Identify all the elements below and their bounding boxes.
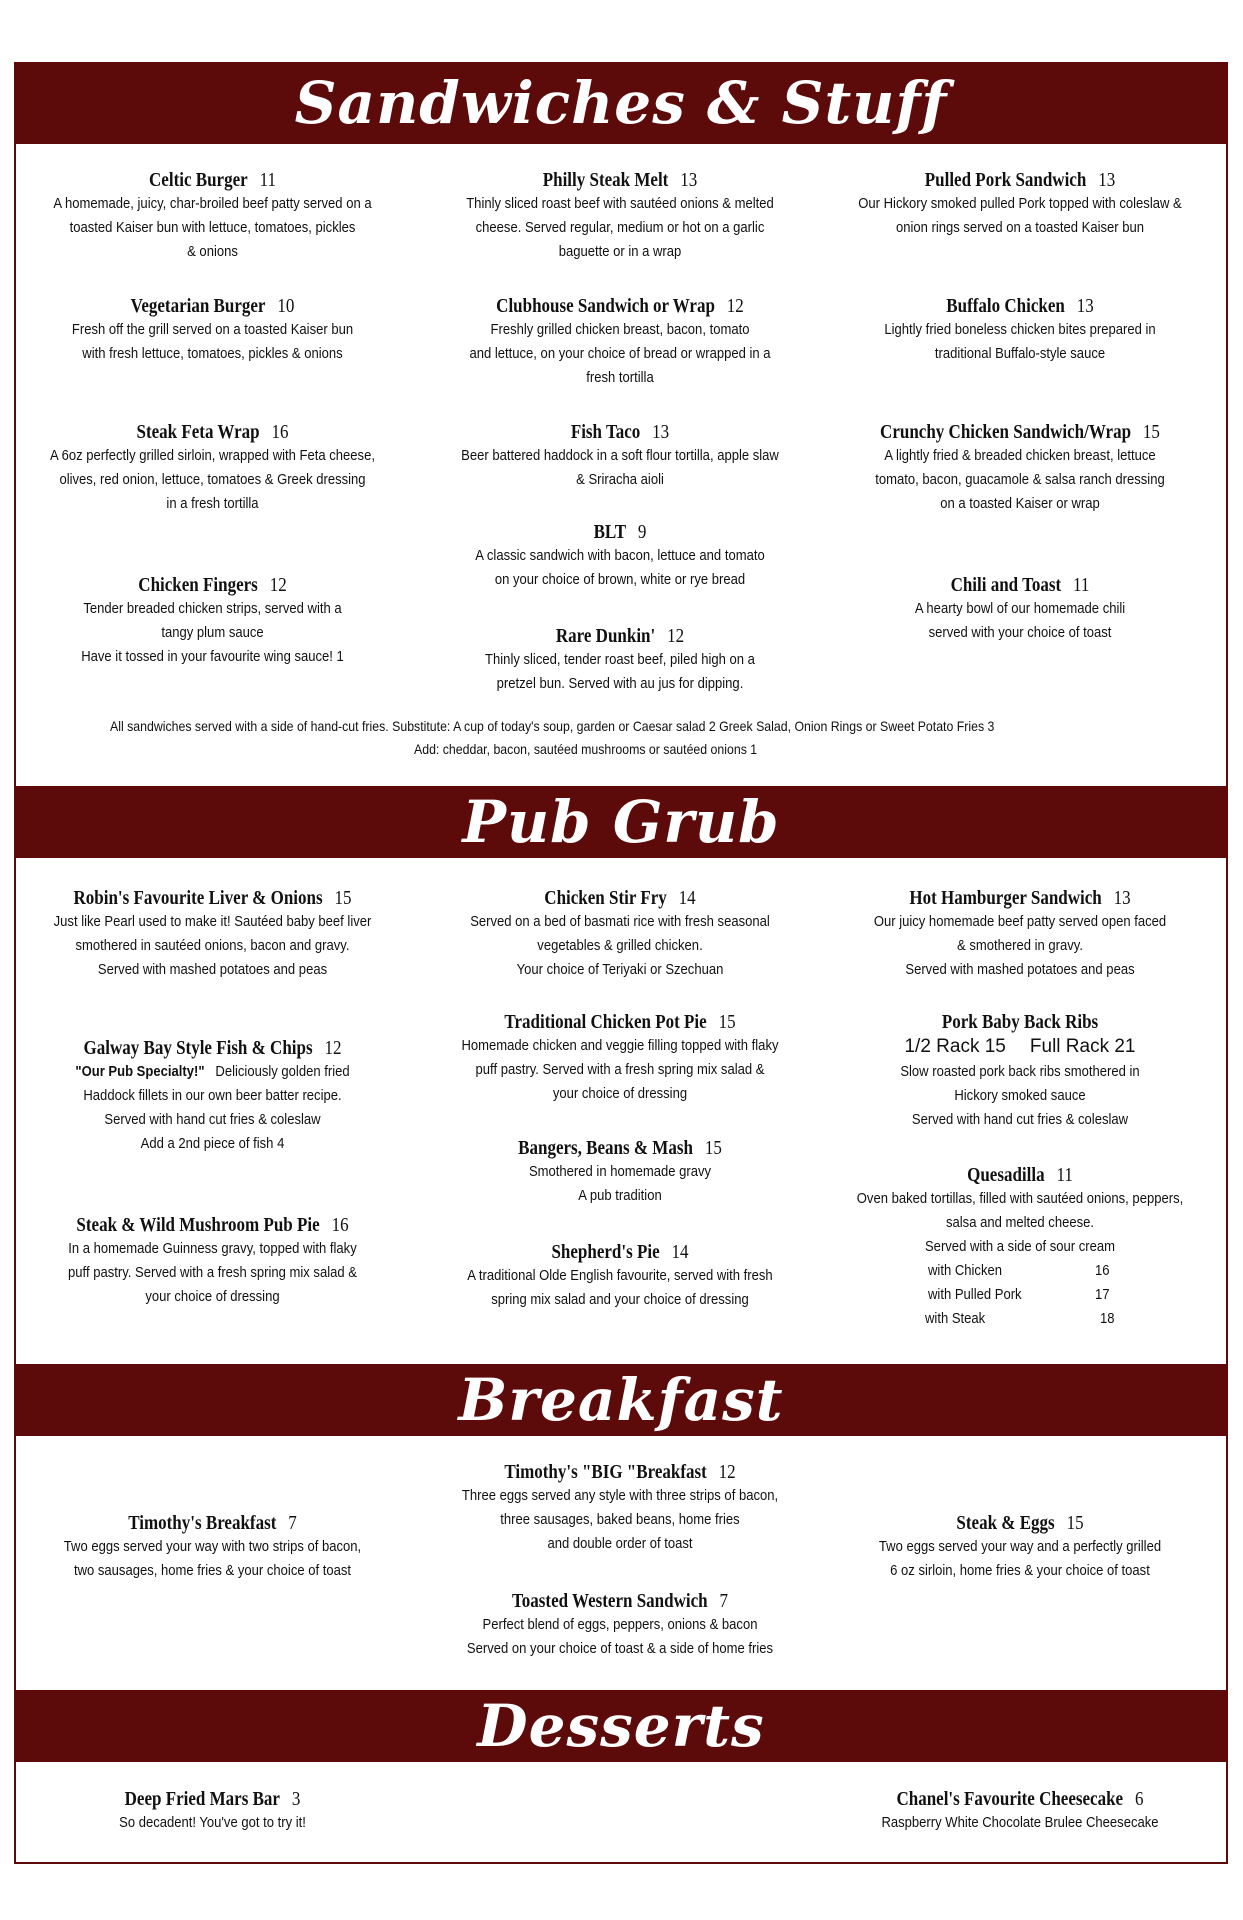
item-description: Slow roasted pork back ribs smothered in (900, 1064, 1140, 1080)
item-description: salsa and melted cheese. (946, 1215, 1094, 1231)
item-description: cheese. Served regular, medium or hot on a garlic (475, 220, 765, 236)
item-description: Three eggs served any style with three strips of bacon, (461, 1488, 779, 1504)
item-price: 13 (1098, 169, 1116, 191)
menu-item (425, 1136, 815, 1208)
item-description: three sausages, baked beans, home fries (500, 1512, 740, 1528)
menu-item (20, 886, 405, 982)
item-description: Add a 2nd piece of fish 4 (140, 1136, 285, 1152)
item-description: traditional Buffalo-style sauce (934, 346, 1106, 362)
menu-item (425, 624, 815, 696)
item-description: Freshly grilled chicken breast, bacon, tomato (490, 322, 750, 338)
item-price: 7 (719, 1590, 728, 1612)
section-heading-text: Pub Grub (462, 788, 780, 856)
item-description: tangy plum sauce (161, 625, 264, 641)
item-description: Served with mashed potatoes and peas (905, 962, 1135, 978)
item-price: 3 (291, 1788, 301, 1810)
section-heading-text: Sandwiches & Stuff (294, 69, 948, 137)
menu-item (20, 1787, 405, 1835)
menu-item (830, 573, 1210, 645)
item-description: A 6oz perfectly grilled sirloin, wrapped with Feta cheese, (50, 448, 375, 464)
item-description: Just like Pearl used to make it! Sautéed baby beef liver (53, 914, 372, 930)
menu-item (425, 1240, 815, 1312)
item-name: Chili and Toast (950, 574, 1062, 596)
item-description: Hickory smoked sauce (954, 1088, 1086, 1104)
item-description: Lightly fried boneless chicken bites prepared in (884, 322, 1156, 338)
item-price: 15 (1142, 421, 1160, 443)
pub-specialty-label: "Our Pub Specialty!" (75, 1064, 205, 1080)
menu-item (20, 1036, 405, 1156)
item-price: 12 (718, 1461, 736, 1483)
menu-item (20, 1511, 405, 1583)
item-description: A hearty bowl of our homemade chili (914, 601, 1126, 617)
item-description: Our juicy homemade beef patty served open faced (873, 914, 1167, 930)
item-description: Thinly sliced roast beef with sautéed onions & melted (466, 196, 774, 212)
menu-item (425, 1010, 815, 1106)
menu-item (830, 168, 1210, 240)
section-heading-pubgrub (14, 786, 1228, 858)
quesadilla-option: with Chicken (928, 1263, 1002, 1279)
menu-item (20, 1213, 405, 1309)
item-description: spring mix salad and your choice of dressing (491, 1292, 749, 1308)
item-name: Steak & Wild Mushroom Pub Pie (76, 1214, 320, 1236)
item-price: 13 (1113, 887, 1131, 909)
item-price: 15 (704, 1137, 722, 1159)
item-description: toasted Kaiser bun with lettuce, tomatoes, pickles (69, 220, 356, 236)
item-name: Steak Feta Wrap (136, 421, 260, 443)
item-name: Traditional Chicken Pot Pie (504, 1011, 707, 1033)
item-description: Served with hand cut fries & coleslaw (911, 1112, 1129, 1128)
item-description: olives, red onion, lettuce, tomatoes & Greek dressing (59, 472, 366, 488)
quesadilla-option-price: 18 (1100, 1311, 1115, 1327)
item-name: Bangers, Beans & Mash (518, 1137, 693, 1159)
item-name: Toasted Western Sandwich (512, 1590, 708, 1612)
item-name: BLT (593, 521, 627, 543)
menu-item (425, 520, 815, 592)
item-name: Chicken Fingers (138, 574, 258, 596)
item-price: 12 (269, 574, 287, 596)
item-description: Deliciously golden fried (215, 1064, 350, 1080)
item-description: Raspberry White Chocolate Brulee Cheesecake (881, 1815, 1159, 1831)
item-name: Quesadilla (967, 1164, 1045, 1186)
half-rack-price: 1/2 Rack 15 (904, 1036, 1006, 1057)
item-description: Fresh off the grill served on a toasted Kaiser bun (71, 322, 354, 338)
item-name: Chanel's Favourite Cheesecake (896, 1788, 1124, 1810)
item-name: Fish Taco (570, 421, 641, 443)
item-description: Two eggs served your way with two strips of bacon, (63, 1539, 362, 1555)
item-name: Philly Steak Melt (542, 169, 669, 191)
item-price: 7 (288, 1512, 297, 1534)
item-description: in a fresh tortilla (166, 496, 259, 512)
item-description: Served on a bed of basmati rice with fresh seasonal (470, 914, 770, 930)
item-name: Chicken Stir Fry (544, 887, 667, 909)
item-name: Deep Fried Mars Bar (124, 1788, 280, 1810)
item-description: served with your choice of toast (928, 625, 1112, 641)
item-name: Pulled Pork Sandwich (924, 169, 1087, 191)
item-name: Clubhouse Sandwich or Wrap (496, 295, 715, 317)
item-price: 11 (1073, 574, 1090, 596)
item-price: 12 (667, 625, 685, 647)
item-description: & Sriracha aioli (576, 472, 664, 488)
item-description: & smothered in gravy. (957, 938, 1083, 954)
item-description: Smothered in homemade gravy (528, 1164, 712, 1180)
item-price: 16 (331, 1214, 349, 1236)
item-price: 11 (259, 169, 276, 191)
menu-item (425, 1589, 815, 1661)
section-heading-text: Breakfast (458, 1366, 784, 1434)
item-description: Haddock fillets in our own beer batter recipe. (83, 1088, 342, 1104)
item-description: your choice of dressing (145, 1289, 280, 1305)
full-rack-price: Full Rack 21 (1029, 1036, 1136, 1057)
item-description: and double order of toast (547, 1536, 693, 1552)
item-name: Pork Baby Back Ribs (941, 1011, 1099, 1033)
item-description: A traditional Olde English favourite, served with fresh (467, 1268, 773, 1284)
menu-item (425, 1460, 815, 1556)
item-name: Steak & Eggs (956, 1512, 1055, 1534)
item-price: 16 (271, 421, 289, 443)
item-price: 6 (1135, 1788, 1144, 1810)
item-name: Robin's Favourite Liver & Onions (73, 887, 323, 909)
item-name: Galway Bay Style Fish & Chips (83, 1037, 313, 1059)
item-name: Timothy's Breakfast (128, 1512, 277, 1534)
section-heading-text: Desserts (477, 1692, 765, 1760)
item-price: 11 (1056, 1164, 1073, 1186)
section-heading-breakfast (14, 1364, 1228, 1436)
item-name: Shepherd's Pie (551, 1241, 660, 1263)
item-description: puff pastry. Served with a fresh spring mix salad & (475, 1062, 765, 1078)
menu-item (830, 420, 1210, 516)
item-description: on your choice of brown, white or rye bread (494, 572, 746, 588)
menu-item (425, 886, 815, 982)
item-price: 9 (637, 521, 647, 543)
item-description: with fresh lettuce, tomatoes, pickles & onions (82, 346, 343, 362)
item-name: Crunchy Chicken Sandwich/Wrap (880, 421, 1132, 443)
sandwich-note: All sandwiches served with a side of hand-cut fries. Substitute: A cup of today's soup, garden or Caesar salad 2 Greek Salad, Onion Rings or Sweet Potato Fries 3 (110, 718, 995, 734)
item-price: 15 (1066, 1512, 1084, 1534)
item-name: Hot Hamburger Sandwich (909, 887, 1102, 909)
item-description: Have it tossed in your favourite wing sauce! 1 (81, 649, 344, 665)
item-description: smothered in sautéed onions, bacon and gravy. (75, 938, 350, 954)
item-price: 14 (678, 887, 696, 909)
item-description: Served with a side of sour cream (924, 1239, 1116, 1255)
item-description: A classic sandwich with bacon, lettuce and tomato (475, 548, 765, 564)
item-price: 13 (1076, 295, 1094, 317)
item-description: Your choice of Teriyaki or Szechuan (516, 962, 724, 978)
menu-item (20, 420, 405, 516)
item-description: on a toasted Kaiser or wrap (940, 496, 1100, 512)
item-description: Two eggs served your way and a perfectly grilled (878, 1539, 1162, 1555)
menu-item (830, 1787, 1210, 1835)
item-price: 13 (652, 421, 670, 443)
item-description: Served with hand cut fries & coleslaw (104, 1112, 321, 1128)
item-description: & onions (187, 244, 238, 260)
item-description: your choice of dressing (552, 1086, 688, 1102)
item-price: 15 (334, 887, 352, 909)
menu-item (425, 294, 815, 390)
quesadilla-option: with Pulled Pork (928, 1287, 1022, 1303)
menu-item (425, 168, 815, 264)
quesadilla-option-price: 17 (1095, 1287, 1110, 1303)
item-description: Our Hickory smoked pulled Pork topped with coleslaw & (858, 196, 1182, 212)
item-description: fresh tortilla (586, 370, 654, 386)
item-price: 13 (680, 169, 698, 191)
item-description: Homemade chicken and veggie filling topped with flaky (461, 1038, 779, 1054)
item-price: 12 (726, 295, 744, 317)
item-description: pretzel bun. Served with au jus for dipping. (496, 676, 744, 692)
item-description: vegetables & grilled chicken. (537, 938, 703, 954)
item-description: tomato, bacon, guacamole & salsa ranch dressing (875, 472, 1165, 488)
quesadilla-option: with Steak (925, 1311, 986, 1327)
menu-item (830, 1010, 1210, 1132)
menu-item (20, 573, 405, 669)
item-description: two sausages, home fries & your choice of toast (73, 1563, 352, 1579)
sandwich-addons-note: Add: cheddar, bacon, sautéed mushrooms or sautéed onions 1 (414, 741, 758, 757)
menu-item (830, 1163, 1210, 1259)
item-description: Thinly sliced, tender roast beef, piled high on a (485, 652, 755, 668)
item-description: Served on your choice of toast & a side of home fries (466, 1641, 774, 1657)
item-price: 14 (671, 1241, 689, 1263)
item-price: 15 (718, 1011, 736, 1033)
menu-item (830, 294, 1210, 366)
item-price: 12 (324, 1037, 342, 1059)
item-description: 6 oz sirloin, home fries & your choice of toast (890, 1563, 1150, 1579)
item-description: A pub tradition (578, 1188, 662, 1204)
item-description: In a homemade Guinness gravy, topped with flaky (68, 1241, 357, 1257)
menu-item (425, 420, 815, 492)
section-heading-desserts (14, 1690, 1228, 1762)
menu-item (20, 168, 405, 264)
item-description: Tender breaded chicken strips, served with a (83, 601, 342, 617)
item-description: Perfect blend of eggs, peppers, onions & bacon (482, 1617, 758, 1633)
menu-item (830, 1511, 1210, 1583)
menu-item (20, 294, 405, 366)
menu-item (830, 886, 1210, 982)
item-description: Served with mashed potatoes and peas (97, 962, 328, 978)
item-name: Vegetarian Burger (130, 295, 266, 317)
item-name: Timothy's "BIG "Breakfast (504, 1461, 707, 1483)
section-heading-sandwiches (14, 62, 1228, 144)
item-description: A homemade, juicy, char-broiled beef patty served on a (53, 196, 372, 212)
item-name: Celtic Burger (149, 169, 248, 191)
item-description: and lettuce, on your choice of bread or wrapped in a (469, 346, 771, 362)
item-description: A lightly fried & breaded chicken breast, lettuce (884, 448, 1156, 464)
quesadilla-option-price: 16 (1095, 1263, 1110, 1279)
item-price: 10 (277, 295, 295, 317)
item-description: puff pastry. Served with a fresh spring mix salad & (68, 1265, 357, 1281)
item-description: onion rings served on a toasted Kaiser bun (895, 220, 1145, 236)
item-description: So decadent! You've got to try it! (119, 1815, 306, 1831)
item-description: Oven baked tortillas, filled with sautéed onions, peppers, (856, 1191, 1184, 1207)
item-name: Buffalo Chicken (946, 295, 1065, 317)
item-description: baguette or in a wrap (558, 244, 682, 260)
item-name: Rare Dunkin' (555, 625, 656, 647)
item-description: Beer battered haddock in a soft flour tortilla, apple slaw (461, 448, 779, 464)
